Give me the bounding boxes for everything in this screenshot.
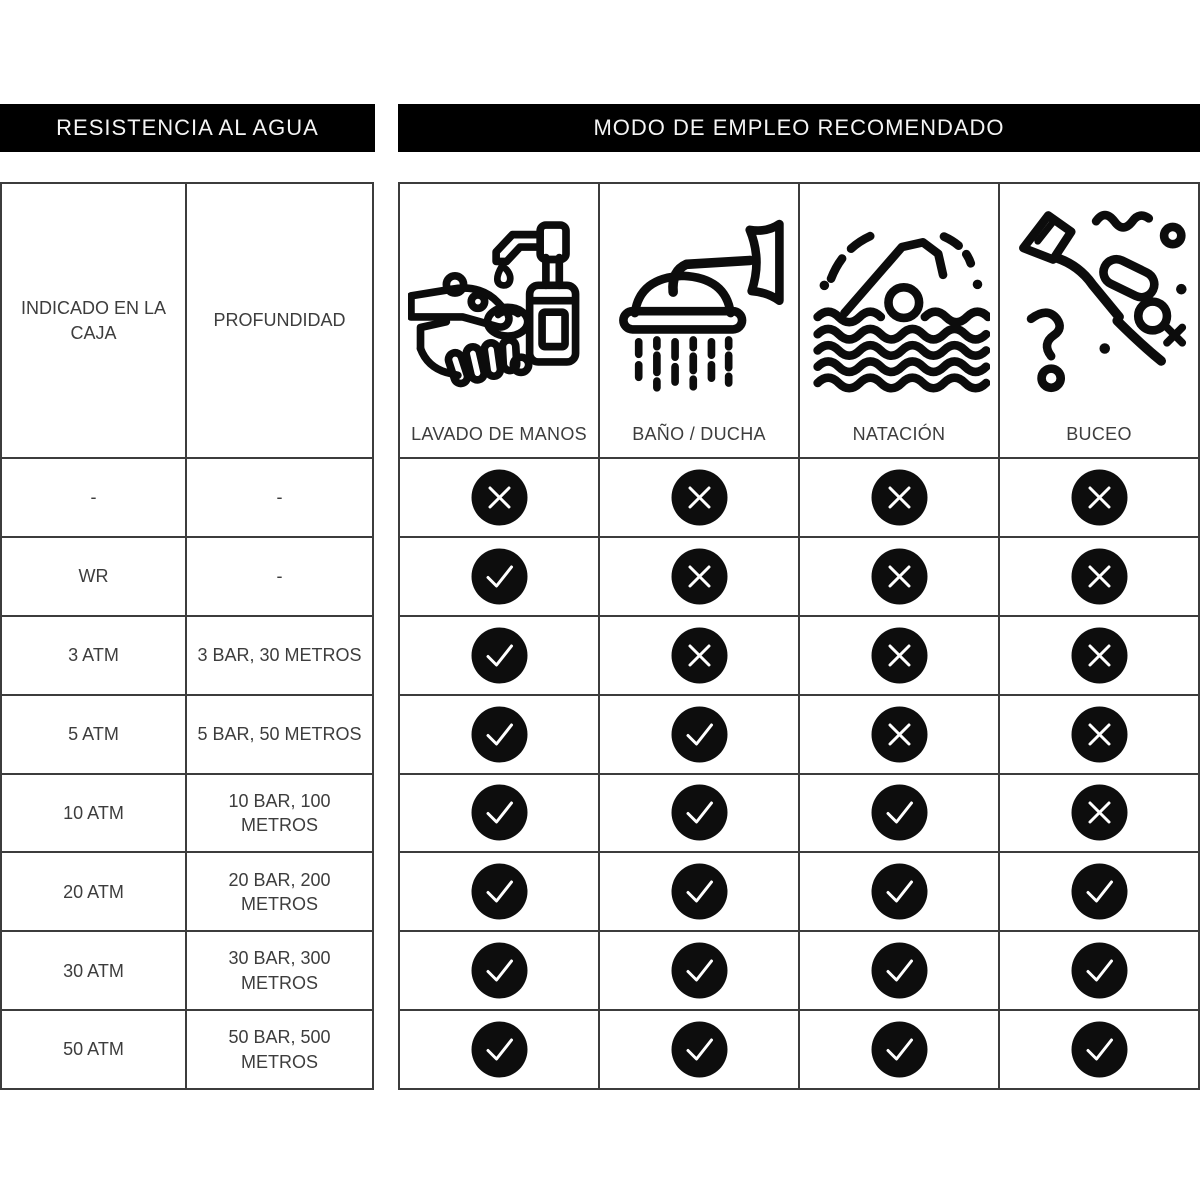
activity-label: BUCEO xyxy=(1066,424,1132,444)
check-mark-icon xyxy=(671,784,728,841)
usage-mark-cell xyxy=(400,459,598,536)
activity-header-lavado xyxy=(400,184,598,457)
table-cell-caja: WR xyxy=(2,538,185,615)
table-cell-profundidad: 50 BAR, 500 METROS xyxy=(187,1011,372,1088)
icon-wrap xyxy=(1008,184,1190,424)
usage-mark-cell xyxy=(1000,696,1198,773)
usage-mark-cell xyxy=(1000,538,1198,615)
column-header-profundidad: PROFUNDIDAD xyxy=(187,184,372,457)
check-mark-icon xyxy=(471,863,528,920)
cross-mark-icon xyxy=(1071,469,1128,526)
usage-mark-cell xyxy=(1000,775,1198,852)
check-mark-icon xyxy=(471,1021,528,1078)
usage-mark-cell xyxy=(400,1011,598,1088)
cross-mark-icon xyxy=(671,627,728,684)
cross-mark-icon xyxy=(871,469,928,526)
usage-mark-cell xyxy=(600,1011,798,1088)
usage-mark-cell xyxy=(600,459,798,536)
activity-header-natacion xyxy=(800,184,998,457)
usage-mark-cell xyxy=(600,853,798,930)
table-cell-profundidad: 10 BAR, 100 METROS xyxy=(187,775,372,852)
check-mark-icon xyxy=(1071,942,1128,999)
left-section-header xyxy=(0,104,375,152)
usage-mark-cell xyxy=(800,932,998,1009)
check-mark-icon xyxy=(871,863,928,920)
table-cell-caja: 50 ATM xyxy=(2,1011,185,1088)
cross-mark-icon xyxy=(1071,784,1128,841)
check-mark-icon xyxy=(871,784,928,841)
usage-matrix-table xyxy=(398,182,1200,1090)
cross-mark-icon xyxy=(871,706,928,763)
table-cell-profundidad: 30 BAR, 300 METROS xyxy=(187,932,372,1009)
usage-mark-cell xyxy=(800,459,998,536)
cross-mark-icon xyxy=(1071,706,1128,763)
check-mark-icon xyxy=(471,784,528,841)
check-mark-icon xyxy=(671,1021,728,1078)
table-cell-caja: 20 ATM xyxy=(2,853,185,930)
table-cell-caja: - xyxy=(2,459,185,536)
water-resistance-table xyxy=(0,182,374,1090)
check-mark-icon xyxy=(671,706,728,763)
table-cell-caja: 5 ATM xyxy=(2,696,185,773)
right-section-header xyxy=(398,104,1200,152)
check-mark-icon xyxy=(1071,1021,1128,1078)
usage-mark-cell xyxy=(600,775,798,852)
usage-mark-cell xyxy=(1000,932,1198,1009)
check-mark-icon xyxy=(471,548,528,605)
table-cell-profundidad: 5 BAR, 50 METROS xyxy=(187,696,372,773)
column-header-caja: INDICADO EN LA CAJA xyxy=(2,184,185,457)
check-mark-icon xyxy=(471,627,528,684)
activity-label: BAÑO / DUCHA xyxy=(632,424,766,444)
right-section-title: MODO DE EMPLEO RECOMENDADO xyxy=(593,115,1005,140)
usage-mark-cell xyxy=(600,538,798,615)
usage-mark-cell xyxy=(600,932,798,1009)
left-section-title: RESISTENCIA AL AGUA xyxy=(56,115,319,140)
hand-washing-icon xyxy=(408,204,590,405)
icon-wrap xyxy=(808,184,990,424)
scuba-diving-icon xyxy=(1008,204,1190,405)
activity-label: NATACIÓN xyxy=(852,424,946,444)
table-cell-caja: 10 ATM xyxy=(2,775,185,852)
icon-wrap xyxy=(408,184,590,424)
check-mark-icon xyxy=(471,706,528,763)
usage-mark-cell xyxy=(1000,853,1198,930)
table-cell-profundidad: 3 BAR, 30 METROS xyxy=(187,617,372,694)
usage-mark-cell xyxy=(400,853,598,930)
usage-mark-cell xyxy=(1000,617,1198,694)
table-cell-profundidad: - xyxy=(187,459,372,536)
cross-mark-icon xyxy=(1071,627,1128,684)
swimming-icon xyxy=(808,204,990,405)
check-mark-icon xyxy=(1071,863,1128,920)
check-mark-icon xyxy=(671,863,728,920)
activity-label: LAVADO DE MANOS xyxy=(411,424,587,444)
usage-mark-cell xyxy=(400,775,598,852)
cross-mark-icon xyxy=(671,548,728,605)
usage-mark-cell xyxy=(800,617,998,694)
usage-mark-cell xyxy=(600,696,798,773)
check-mark-icon xyxy=(471,942,528,999)
table-cell-profundidad: - xyxy=(187,538,372,615)
table-cell-caja: 3 ATM xyxy=(2,617,185,694)
table-cell-caja: 30 ATM xyxy=(2,932,185,1009)
check-mark-icon xyxy=(871,1021,928,1078)
usage-mark-cell xyxy=(1000,459,1198,536)
cross-mark-icon xyxy=(671,469,728,526)
activity-header-buceo xyxy=(1000,184,1198,457)
usage-mark-cell xyxy=(800,1011,998,1088)
usage-mark-cell xyxy=(400,696,598,773)
usage-mark-cell xyxy=(800,538,998,615)
usage-mark-cell xyxy=(600,617,798,694)
cross-mark-icon xyxy=(471,469,528,526)
activity-header-ducha xyxy=(600,184,798,457)
icon-wrap xyxy=(608,184,790,424)
usage-mark-cell xyxy=(400,932,598,1009)
cross-mark-icon xyxy=(1071,548,1128,605)
check-mark-icon xyxy=(871,942,928,999)
cross-mark-icon xyxy=(871,548,928,605)
usage-mark-cell xyxy=(800,775,998,852)
usage-mark-cell xyxy=(1000,1011,1198,1088)
cross-mark-icon xyxy=(871,627,928,684)
usage-mark-cell xyxy=(800,853,998,930)
table-cell-profundidad: 20 BAR, 200 METROS xyxy=(187,853,372,930)
shower-icon xyxy=(608,204,790,405)
usage-mark-cell xyxy=(400,617,598,694)
check-mark-icon xyxy=(671,942,728,999)
usage-mark-cell xyxy=(400,538,598,615)
usage-mark-cell xyxy=(800,696,998,773)
